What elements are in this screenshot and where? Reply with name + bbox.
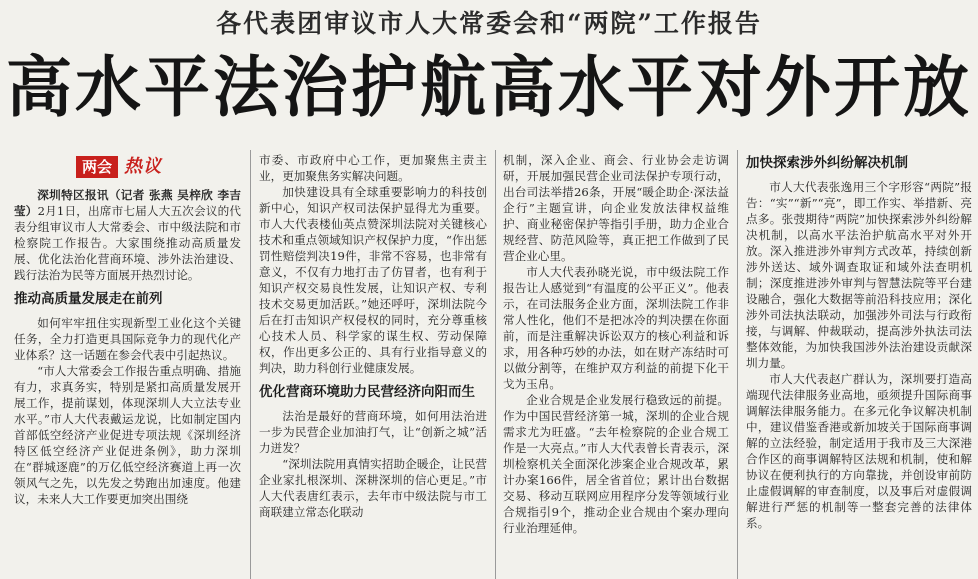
section-heading: 加快探索涉外纠纷解决机制 [746,155,908,171]
paragraph: 市人大代表孙晓光说，市中级法院工作报告让人感觉到“有温度的公平正义”。他表示，在司法服务企业方面，深圳法院工作非常人性化，他们不是把冰冷的判决摆在你面前，而是注重解决诉讼双方的核心利益和诉求，用各种巧妙的办法，如在财产冻结时可以做分割等，在维护双方利益的前提下化干戈为玉帛。 [503,265,729,391]
article-column-2 [259,152,487,579]
column-divider [250,150,251,579]
paragraph: 加快建设具有全球重要影响力的科技创新中心，知识产权司法保护显得尤为重要。市人大代表楼仙英点赞深圳法院对关键核心技术和重点领域知识产权保护力度，“作出惩罚性赔偿判决19件，非常不容易，也非常有意义，不仅有力地打击了仿冒者，也有利于知识产权交易良性发展，让知识产权、专利技术交易更加活跃。”她还呼吁，深圳法院今后在打击知识产权侵权的同时，充分尊重核心技术人员、科学家的谋生权、劳动保障权，作出更多公正的、具有行业指导意义的判决，助力科创行业健康发展。 [259,185,487,375]
column-divider [737,150,738,579]
badge-label: 两会 [76,156,118,178]
paragraph: 市人大代表张逸用三个字形容“两院”报告：“实”“新”“亮”，即工作实、举措新、亮点多。张弢期待“两院”加快探索涉外纠纷解决机制，以高水平法治护航高水平对外开放。深入推进涉外审判方式改革，持续创新涉外送达、域外调查取证和域外法查明机制；深度推进涉外审判与智慧法院等平台建设融合，强化大数据等前沿科技应用；深化涉外司法执法联动，加强涉外司法与行政衔接，与调解、仲裁联动，提高涉外执法司法整体效能，为加快我国涉外法治建设贡献深圳力量。 [746,180,972,370]
lead-text: 2月1日，出席市七届人大五次会议的代表分组审议市人大常委会、市中级法院和市检察院工作报告。大家围绕推动高质量发展、优化法治化营商环境、涉外法治建设、践行法治为民等方面展开热烈讨论。 [14,204,241,282]
badge-side-label: 热议 [124,156,163,177]
section-heading: 推动高质量发展走在前列 [14,291,163,307]
column-divider [495,150,496,579]
paragraph: 市委、市政府中心工作，更加聚焦主责主业，更加聚焦务实解决问题。 [259,153,487,183]
paragraph: 如何牢牢扭住实现新型工业化这个关键任务，全力打造更具国际竞争力的现代化产业体系？这一话题在参会代表中引起热议。 [14,316,241,362]
lead-paragraph [14,187,241,283]
paragraph: 企业合规是企业发展行稳致远的前提。作为中国民营经济第一城，深圳的企业合规需求尤为旺盛。“去年检察院的企业合规工作是一大亮点。”市人大代表曾长青表示，深圳检察机关全面深化涉案企业合规改革，累计办案166件，居全省首位；累计出台数据交易、移动互联网应用程序分发等领域行业合规指引9个，推动企业合规由个案办理向行业治理延伸。 [503,393,729,535]
section-badge [76,156,241,178]
paragraph: “市人大常委会工作报告重点明确、措施有力，求真务实，特别是紧扣高质量发展开展工作，提前谋划，体现深圳人大立法专业水平。”市人大代表戴运龙说，比如制定国内首部低空经济产业促进专项法规《深圳经济特区低空经济产业促进条例》，助力深圳在“群城逐鹿”的万亿低空经济赛道上再一次领风气之先，以先发之势跑出加速度。他建议，未来人大工作要更加突出围绕 [14,364,241,506]
article-column-3 [503,152,729,579]
paragraph: “深圳法院用真情实招助企暖企，让民营企业家扎根深圳、深耕深圳的信心更足。”市人大代表唐红表示，去年市中级法院与市工商联建立常态化联动 [259,457,487,519]
article-column-1 [14,152,241,579]
section-heading: 优化营商环境助力民营经济向阳而生 [259,384,475,400]
article-column-4 [746,152,972,579]
paragraph: 市人大代表赵广群认为，深圳要打造高端现代法律服务业高地，亟须提升国际商事调解法律服务能力。在多元化争议解决机制中，建议借鉴香港或新加坡关于国际商事调解的立法经验，制定适用于我市及三大深港合作区的商事调解特区法规和机制，使和解协议在便利执行的方向靠拢，并创设审前防止虚假调解的审查制度，以及事后对虚假调解进行严惩的机制等一整套完善的法律体系。 [746,372,972,530]
byline: 深圳特区报讯（记者 张燕 吴梓欣 李吉莹） [14,188,241,218]
paragraph: 法治是最好的营商环境，如何用法治进一步为民营企业加油打气，让“创新之城”活力迸发？ [259,409,487,455]
subtitle: 各代表团审议市人大常委会和“两院”工作报告 [216,9,762,38]
paragraph: 机制，深入企业、商会、行业协会走访调研，开展加强民营企业司法保护专项行动，出台司法举措26条，开展“暖企助企·深法益企行”主题宣讲，向企业发放法律权益维护、商业秘密保护等指引手册，助力企业合规经营、防范风险等，真正把工作做到了民营企业心里。 [503,153,729,263]
headline: 高水平法治护航高水平对外开放 [6,49,972,126]
